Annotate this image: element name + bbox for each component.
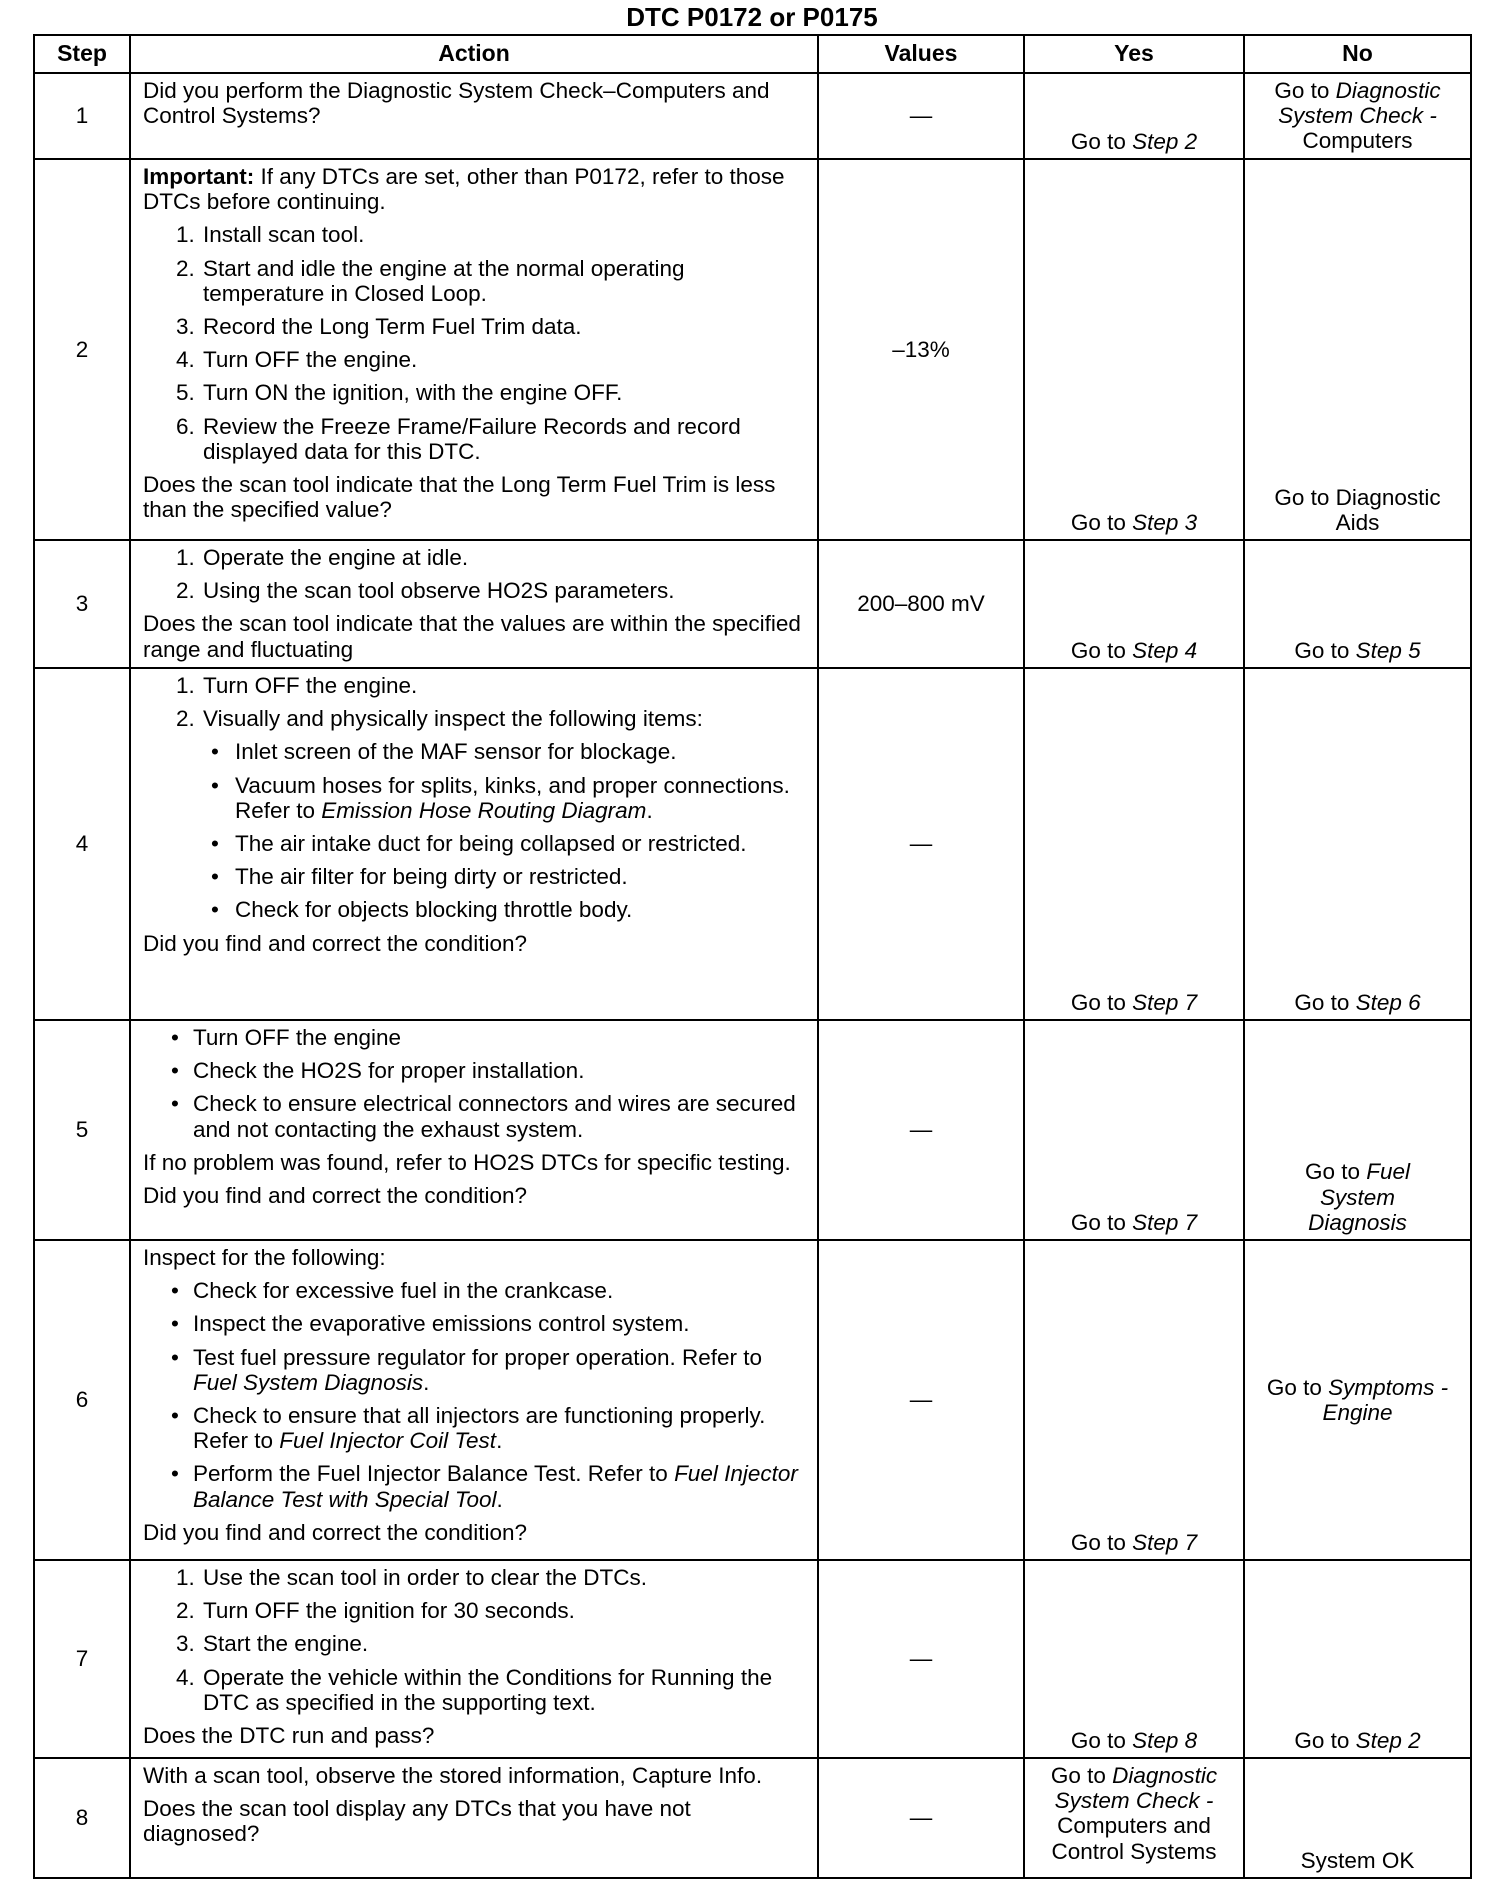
no-cell bbox=[1244, 1560, 1471, 1758]
yes-text: Go to bbox=[1070, 637, 1133, 663]
yes-link: Diagnostic System Check - bbox=[1054, 1763, 1218, 1814]
no-cell bbox=[1244, 159, 1471, 540]
step-number: 4 bbox=[34, 668, 130, 1020]
no-link: Fuel System Diagnosis bbox=[1308, 1159, 1411, 1235]
column-header-action: Action bbox=[130, 35, 818, 73]
yes-cell bbox=[1024, 1240, 1244, 1560]
no-text: Go to bbox=[1294, 989, 1356, 1015]
list-item: 1. Use the scan tool in order to clear the DTCs. bbox=[201, 1565, 809, 1590]
reference-link: Fuel System Diagnosis bbox=[193, 1369, 424, 1395]
question: Does the DTC run and pass? bbox=[143, 1722, 435, 1748]
table-row bbox=[34, 668, 1471, 1020]
table-row bbox=[34, 73, 1471, 159]
no-link: Diagnostic System Check - bbox=[1278, 78, 1441, 129]
yes-text: Go to bbox=[1070, 509, 1133, 535]
important-text: If any DTCs are set, other than P0172, refer to those DTCs before continuing. bbox=[143, 164, 785, 215]
action-cell bbox=[130, 668, 818, 1020]
list-item: 4. Operate the vehicle within the Conditions for Running the DTC as specified in the supporting text. bbox=[201, 1665, 809, 1715]
yes-cell bbox=[1024, 73, 1244, 159]
bullet-item: • Check for excessive fuel in the crankcase. bbox=[193, 1278, 809, 1303]
yes-text: Go to bbox=[1070, 1209, 1133, 1235]
yes-link: Step 7 bbox=[1132, 1529, 1198, 1555]
table-row bbox=[34, 1758, 1471, 1878]
yes-text: Go to bbox=[1070, 1727, 1133, 1753]
bullet-text: Perform the Fuel Injector Balance Test. Refer to bbox=[193, 1461, 675, 1487]
step-number: 2 bbox=[34, 159, 130, 540]
no-link: Symptoms - Engine bbox=[1322, 1374, 1449, 1425]
list-item bbox=[201, 706, 809, 922]
table-row bbox=[34, 540, 1471, 668]
column-header-values: Values bbox=[818, 35, 1024, 73]
no-cell: System OK bbox=[1244, 1758, 1471, 1878]
instruction-list bbox=[143, 1565, 809, 1715]
list-item: 2. Turn OFF the ignition for 30 seconds. bbox=[201, 1598, 809, 1623]
inspection-list bbox=[203, 739, 809, 922]
action-cell bbox=[130, 1758, 818, 1878]
no-text: Go to bbox=[1266, 1374, 1329, 1400]
question: Does the scan tool indicate that the values are within the specified range and fluctuating bbox=[143, 611, 801, 662]
bullet-text-end: . bbox=[646, 797, 653, 823]
action-cell bbox=[130, 540, 818, 668]
step-number: 5 bbox=[34, 1020, 130, 1240]
instruction-list bbox=[143, 222, 809, 464]
no-cell bbox=[1244, 540, 1471, 668]
bullet-text-end: . bbox=[496, 1428, 503, 1454]
bullet-item: • The air intake duct for being collapsed or restricted. bbox=[233, 831, 809, 856]
question: Did you find and correct the condition? bbox=[143, 930, 527, 956]
yes-cell bbox=[1024, 540, 1244, 668]
header-row bbox=[34, 35, 1471, 73]
yes-link: Step 4 bbox=[1132, 637, 1198, 663]
no-link: Step 2 bbox=[1355, 1727, 1421, 1753]
yes-link: Step 3 bbox=[1132, 509, 1198, 535]
action-cell bbox=[130, 1020, 818, 1240]
yes-text: Go to bbox=[1050, 1763, 1113, 1788]
yes-cell bbox=[1024, 1758, 1244, 1878]
bullet-text: Test fuel pressure regulator for proper operation. Refer to bbox=[193, 1344, 763, 1370]
question: Did you find and correct the condition? bbox=[143, 1519, 527, 1545]
reference-link: Fuel Injector Coil Test bbox=[279, 1428, 497, 1454]
yes-cell bbox=[1024, 159, 1244, 540]
no-wrap bbox=[1258, 1375, 1458, 1425]
step-number: 3 bbox=[34, 540, 130, 668]
no-link: Step 6 bbox=[1355, 989, 1421, 1015]
table-row bbox=[34, 1020, 1471, 1240]
bullet-item: • Check for objects blocking throttle body. bbox=[233, 897, 809, 922]
list-item: 3. Record the Long Term Fuel Trim data. bbox=[201, 314, 809, 339]
instruction-list bbox=[143, 545, 809, 603]
yes-cell bbox=[1024, 1560, 1244, 1758]
bullet-item: • The air filter for being dirty or restricted. bbox=[233, 864, 809, 889]
bullet-text: Vacuum hoses for splits, kinks, and proper connections. Refer to bbox=[235, 772, 790, 823]
bullet-item bbox=[193, 1403, 809, 1453]
no-cell bbox=[1244, 73, 1471, 159]
question: Did you perform the Diagnostic System Check–Computers and Control Systems? bbox=[143, 78, 770, 129]
action-cell bbox=[130, 73, 818, 159]
check-list bbox=[143, 1025, 809, 1142]
note: If no problem was found, refer to HO2S DTCs for specific testing. bbox=[143, 1149, 791, 1175]
bullet-item: • Check the HO2S for proper installation. bbox=[193, 1058, 809, 1083]
yes-link: Step 7 bbox=[1132, 1209, 1198, 1235]
step-number: 7 bbox=[34, 1560, 130, 1758]
no-cell bbox=[1244, 1240, 1471, 1560]
yes-link: Step 2 bbox=[1132, 128, 1198, 154]
action-cell bbox=[130, 159, 818, 540]
value-cell: — bbox=[818, 1560, 1024, 1758]
no-text: Go to bbox=[1294, 1727, 1356, 1753]
step-number: 8 bbox=[34, 1758, 130, 1878]
bullet-item: • Check to ensure electrical connectors and wires are secured and not contacting the exhaust system. bbox=[193, 1091, 809, 1141]
no-text: Go to Diagnostic Aids bbox=[1274, 484, 1441, 535]
yes-cell bbox=[1024, 1020, 1244, 1240]
action-cell bbox=[130, 1240, 818, 1560]
question: Does the scan tool display any DTCs that you have not diagnosed? bbox=[143, 1796, 691, 1847]
important-label: Important: bbox=[143, 164, 255, 189]
bullet-item: • Turn OFF the engine bbox=[193, 1025, 809, 1050]
value-cell: 200–800 mV bbox=[818, 540, 1024, 668]
bullet-item bbox=[233, 773, 809, 823]
list-item: 2. Using the scan tool observe HO2S parameters. bbox=[201, 578, 809, 603]
value-cell: –13% bbox=[818, 159, 1024, 540]
bullet-text-end: . bbox=[423, 1369, 430, 1395]
table-row bbox=[34, 1240, 1471, 1560]
list-item: 2. Start and idle the engine at the normal operating temperature in Closed Loop. bbox=[201, 256, 809, 306]
list-item: 5. Turn ON the ignition, with the engine OFF. bbox=[201, 380, 809, 405]
yes-text: Go to bbox=[1070, 128, 1133, 154]
table-row bbox=[34, 1560, 1471, 1758]
yes-text: Go to bbox=[1070, 989, 1133, 1015]
bullet-text-end: . bbox=[496, 1486, 503, 1512]
diagnostic-table bbox=[33, 34, 1472, 1879]
value-cell: — bbox=[818, 73, 1024, 159]
action-cell bbox=[130, 1560, 818, 1758]
no-text: Go to bbox=[1304, 1159, 1367, 1185]
bullet-text: Check to ensure that all injectors are functioning properly. Refer to bbox=[193, 1402, 766, 1454]
list-item: 6. Review the Freeze Frame/Failure Records and record displayed data for this DTC. bbox=[201, 414, 809, 464]
column-header-step: Step bbox=[34, 35, 130, 73]
column-header-yes: Yes bbox=[1024, 35, 1244, 73]
step-number: 1 bbox=[34, 73, 130, 159]
list-item: 3. Start the engine. bbox=[201, 1631, 809, 1656]
bullet-item bbox=[193, 1461, 809, 1511]
column-header-no: No bbox=[1244, 35, 1471, 73]
reference-link: Fuel Injector Balance Test with Special Tool bbox=[193, 1461, 798, 1512]
value-cell: — bbox=[818, 1020, 1024, 1240]
no-cell bbox=[1244, 668, 1471, 1020]
value-cell: — bbox=[818, 1240, 1024, 1560]
no-text: Go to bbox=[1274, 78, 1336, 103]
bullet-item: • Inspect the evaporative emissions control system. bbox=[193, 1311, 809, 1336]
list-item-text: Visually and physically inspect the following items: bbox=[203, 706, 703, 732]
list-item: 1. Turn OFF the engine. bbox=[201, 673, 809, 698]
table-row bbox=[34, 159, 1471, 540]
step-number: 6 bbox=[34, 1240, 130, 1560]
intro-text: Inspect for the following: bbox=[143, 1245, 386, 1270]
important-note bbox=[143, 164, 809, 214]
yes-cell bbox=[1024, 668, 1244, 1020]
inspection-list bbox=[143, 1278, 809, 1512]
yes-link: Step 8 bbox=[1132, 1727, 1198, 1753]
instruction-text: With a scan tool, observe the stored information, Capture Info. bbox=[143, 1763, 763, 1788]
value-cell: — bbox=[818, 1758, 1024, 1878]
yes-link: Step 7 bbox=[1132, 989, 1198, 1015]
list-item: 1. Operate the engine at idle. bbox=[201, 545, 809, 570]
bullet-item bbox=[193, 1345, 809, 1395]
bullet-item: • Inlet screen of the MAF sensor for blockage. bbox=[233, 739, 809, 764]
yes-text-2: Computers and Control Systems bbox=[1051, 1813, 1217, 1864]
list-item: 4. Turn OFF the engine. bbox=[201, 347, 809, 372]
yes-text: Go to bbox=[1070, 1529, 1133, 1555]
no-cell bbox=[1244, 1020, 1471, 1240]
no-text: Go to bbox=[1294, 637, 1356, 663]
no-link: Step 5 bbox=[1355, 637, 1421, 663]
no-text-2: Computers bbox=[1302, 128, 1413, 154]
question: Did you find and correct the condition? bbox=[143, 1182, 527, 1208]
reference-link: Emission Hose Routing Diagram bbox=[321, 797, 647, 823]
question: Does the scan tool indicate that the Long Term Fuel Trim is less than the specified value? bbox=[143, 471, 776, 523]
value-cell: — bbox=[818, 668, 1024, 1020]
list-item: 1. Install scan tool. bbox=[201, 222, 809, 247]
instruction-list bbox=[143, 673, 809, 923]
no-wrap bbox=[1288, 1159, 1428, 1235]
document-title: DTC P0172 or P0175 bbox=[626, 2, 878, 32]
